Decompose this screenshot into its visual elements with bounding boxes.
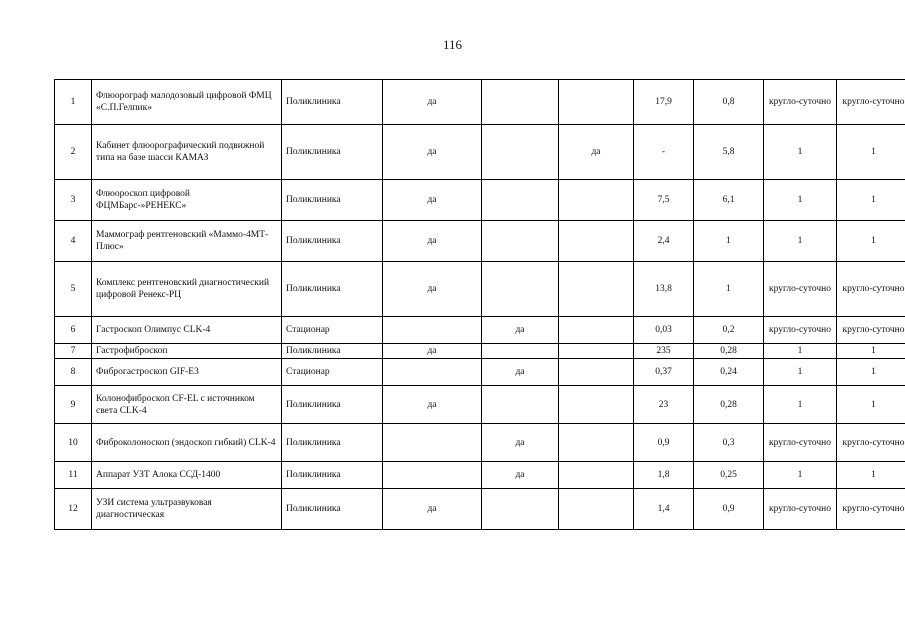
col-g-value: кругло-суточно — [837, 317, 905, 344]
col-b-value — [482, 262, 559, 317]
col-g-value: кругло-суточно — [837, 489, 905, 530]
col-g-value: кругло-суточно — [837, 80, 905, 125]
equipment-name: Флюорограф малодозовый цифровой ФМЦ «С.П.Гелпик» — [92, 80, 282, 125]
col-c-value — [559, 317, 634, 344]
col-a-value: да — [383, 262, 482, 317]
col-e-value: 0,2 — [694, 317, 764, 344]
table-row — [55, 386, 905, 424]
col-f-value: 1 — [764, 344, 837, 359]
col-c-value: да — [559, 125, 634, 180]
table-row — [55, 262, 905, 317]
col-c-value — [559, 221, 634, 262]
location: Поликлиника — [282, 462, 383, 489]
col-f-value: кругло-суточно — [764, 424, 837, 462]
col-g-value: 1 — [837, 221, 905, 262]
col-c-value — [559, 424, 634, 462]
table-row — [55, 80, 905, 125]
col-c-value — [559, 80, 634, 125]
location: Поликлиника — [282, 221, 383, 262]
col-g-value: кругло-суточно — [837, 262, 905, 317]
row-number: 5 — [55, 262, 92, 317]
col-e-value: 0,8 — [694, 80, 764, 125]
col-d-value: 1,8 — [634, 462, 694, 489]
col-f-value: 1 — [764, 180, 837, 221]
row-number: 2 — [55, 125, 92, 180]
col-d-value: - — [634, 125, 694, 180]
col-b-value — [482, 125, 559, 180]
col-e-value: 0,9 — [694, 489, 764, 530]
row-number: 9 — [55, 386, 92, 424]
row-number: 3 — [55, 180, 92, 221]
equipment-name: УЗИ система ультразвуковая диагностическая — [92, 489, 282, 530]
col-g-value: 1 — [837, 386, 905, 424]
col-f-value: кругло-суточно — [764, 262, 837, 317]
col-g-value: кругло-суточно — [837, 424, 905, 462]
col-a-value — [383, 462, 482, 489]
col-e-value: 5,8 — [694, 125, 764, 180]
col-c-value — [559, 180, 634, 221]
table-row — [55, 221, 905, 262]
col-f-value: 1 — [764, 221, 837, 262]
col-c-value — [559, 262, 634, 317]
col-a-value: да — [383, 180, 482, 221]
col-a-value: да — [383, 221, 482, 262]
equipment-name: Колонофиброскоп CF-EL с источником света CLK-4 — [92, 386, 282, 424]
table-row — [55, 344, 905, 359]
page-number: 116 — [442, 37, 463, 52]
col-b-value — [482, 344, 559, 359]
col-c-value — [559, 489, 634, 530]
col-e-value: 1 — [694, 262, 764, 317]
col-f-value: кругло-суточно — [764, 80, 837, 125]
location: Стационар — [282, 317, 383, 344]
col-b-value — [482, 180, 559, 221]
col-d-value: 17,9 — [634, 80, 694, 125]
row-number: 8 — [55, 359, 92, 386]
location: Поликлиника — [282, 386, 383, 424]
col-b-value: да — [482, 317, 559, 344]
col-c-value — [559, 359, 634, 386]
col-e-value: 1 — [694, 221, 764, 262]
col-b-value: да — [482, 462, 559, 489]
col-g-value: 1 — [837, 180, 905, 221]
table-row — [55, 317, 905, 344]
col-f-value: 1 — [764, 386, 837, 424]
table-row — [55, 180, 905, 221]
col-b-value — [482, 80, 559, 125]
equipment-name: Комплекс рентгеновский диагностический цифровой Ренекс-РЦ — [92, 262, 282, 317]
equipment-name: Гастроскоп Олимпус CLK-4 — [92, 317, 282, 344]
location: Поликлиника — [282, 80, 383, 125]
row-number: 10 — [55, 424, 92, 462]
row-number: 11 — [55, 462, 92, 489]
col-a-value: да — [383, 125, 482, 180]
col-f-value: кругло-суточно — [764, 489, 837, 530]
col-a-value: да — [383, 489, 482, 530]
equipment-table — [54, 79, 905, 530]
col-b-value: да — [482, 424, 559, 462]
col-e-value: 0,28 — [694, 344, 764, 359]
col-d-value: 13,8 — [634, 262, 694, 317]
col-e-value: 6,1 — [694, 180, 764, 221]
col-d-value: 2,4 — [634, 221, 694, 262]
equipment-name: Фиброколоноскоп (эндоскоп гибкий) CLK-4 — [92, 424, 282, 462]
col-f-value: 1 — [764, 125, 837, 180]
location: Поликлиника — [282, 344, 383, 359]
equipment-name: Фиброгастроскоп GIF-E3 — [92, 359, 282, 386]
col-d-value: 0,03 — [634, 317, 694, 344]
location: Поликлиника — [282, 489, 383, 530]
location: Стационар — [282, 359, 383, 386]
col-c-value — [559, 386, 634, 424]
col-d-value: 1,4 — [634, 489, 694, 530]
col-g-value: 1 — [837, 344, 905, 359]
col-b-value — [482, 221, 559, 262]
col-e-value: 0,3 — [694, 424, 764, 462]
col-a-value: да — [383, 344, 482, 359]
col-g-value: 1 — [837, 462, 905, 489]
col-a-value — [383, 317, 482, 344]
equipment-name: Гастрофиброскоп — [92, 344, 282, 359]
col-f-value: 1 — [764, 462, 837, 489]
location: Поликлиника — [282, 180, 383, 221]
col-e-value: 0,24 — [694, 359, 764, 386]
col-f-value: кругло-суточно — [764, 317, 837, 344]
col-b-value — [482, 489, 559, 530]
table-row — [55, 359, 905, 386]
equipment-name: Маммограф рентгеновский «Маммо-4МТ-Плюс» — [92, 221, 282, 262]
equipment-name: Аппарат УЗТ Алока ССД-1400 — [92, 462, 282, 489]
col-g-value: 1 — [837, 125, 905, 180]
col-e-value: 0,28 — [694, 386, 764, 424]
col-c-value — [559, 462, 634, 489]
row-number: 4 — [55, 221, 92, 262]
location: Поликлиника — [282, 262, 383, 317]
row-number: 7 — [55, 344, 92, 359]
table-row — [55, 489, 905, 530]
table-row — [55, 462, 905, 489]
location: Поликлиника — [282, 424, 383, 462]
col-a-value: да — [383, 386, 482, 424]
col-d-value: 7,5 — [634, 180, 694, 221]
col-d-value: 23 — [634, 386, 694, 424]
col-d-value: 0,9 — [634, 424, 694, 462]
col-g-value: 1 — [837, 359, 905, 386]
location: Поликлиника — [282, 125, 383, 180]
col-d-value: 0,37 — [634, 359, 694, 386]
col-b-value — [482, 386, 559, 424]
table-row — [55, 424, 905, 462]
col-f-value: 1 — [764, 359, 837, 386]
col-a-value — [383, 424, 482, 462]
table-body — [55, 80, 905, 530]
col-a-value: да — [383, 80, 482, 125]
col-a-value — [383, 359, 482, 386]
equipment-name: Флюороскоп цифровой ФЦМБарс-»РЕНЕКС» — [92, 180, 282, 221]
row-number: 12 — [55, 489, 92, 530]
equipment-name: Кабинет флюорографический подвижной типа на базе шасси КАМАЗ — [92, 125, 282, 180]
col-d-value: 235 — [634, 344, 694, 359]
row-number: 1 — [55, 80, 92, 125]
table-row — [55, 125, 905, 180]
col-e-value: 0,25 — [694, 462, 764, 489]
col-b-value: да — [482, 359, 559, 386]
col-c-value — [559, 344, 634, 359]
row-number: 6 — [55, 317, 92, 344]
